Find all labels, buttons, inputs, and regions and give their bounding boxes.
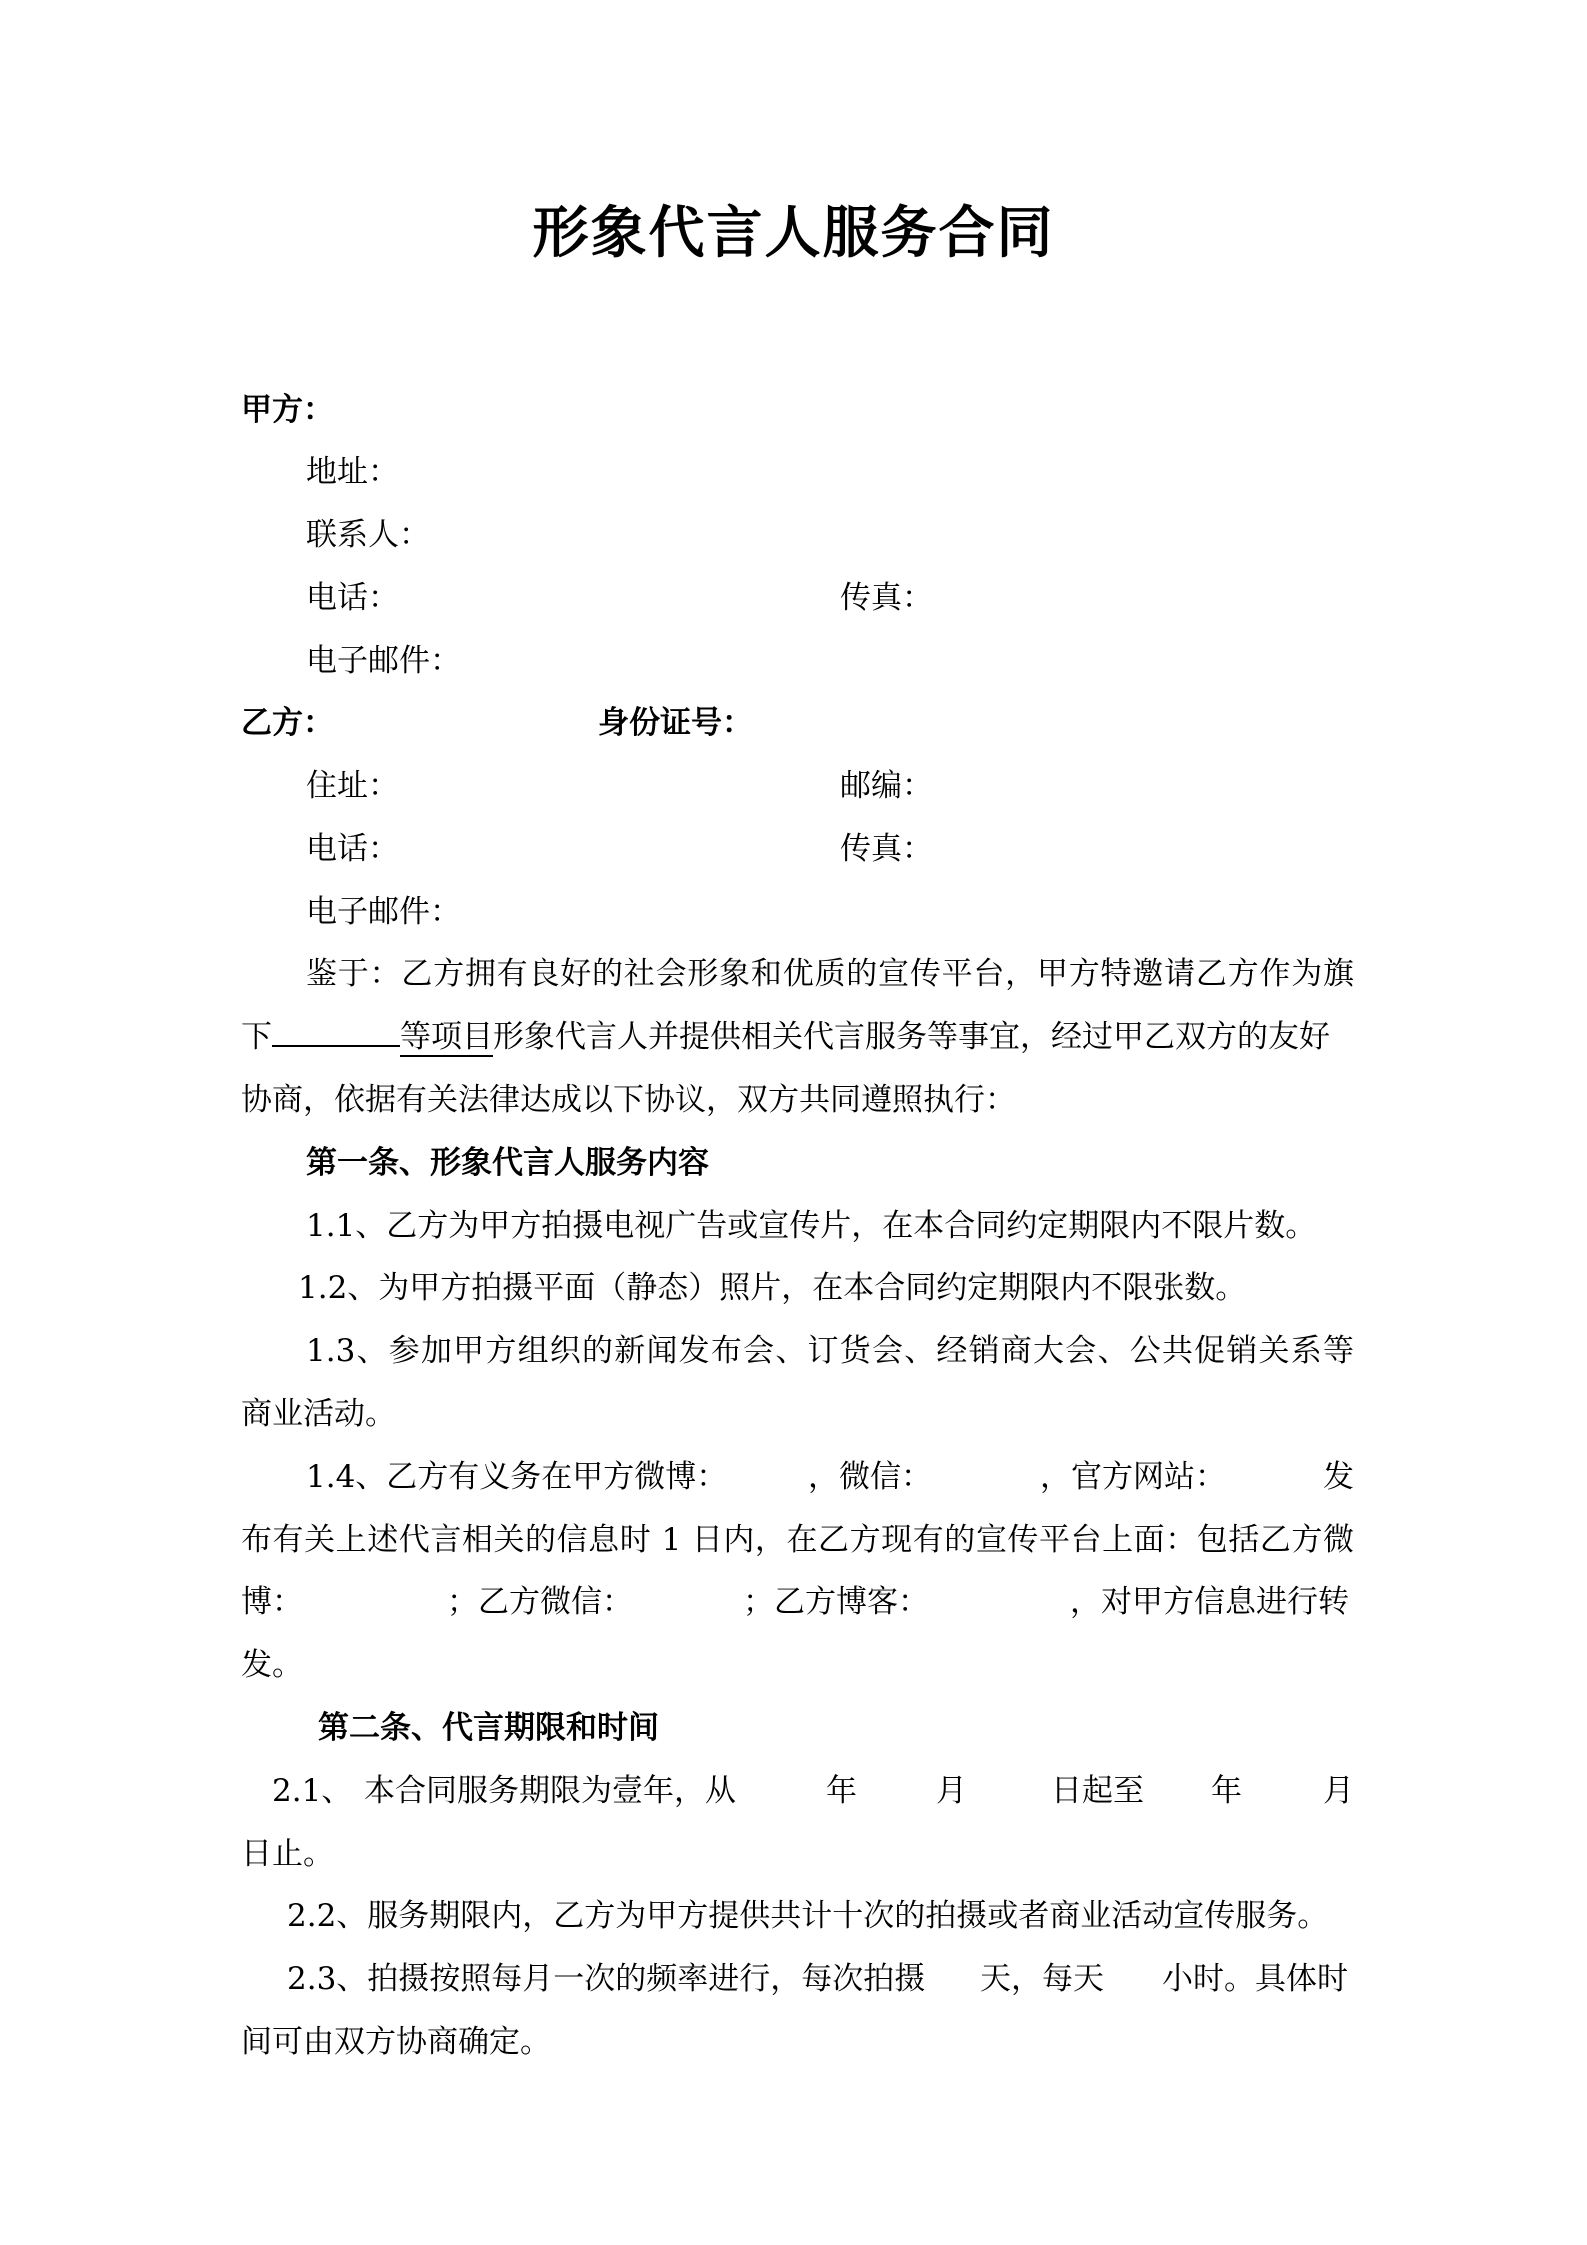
clause-2-1-year-2: 年: [1211, 1773, 1242, 1809]
clause-1-4-line-2: 布有关上述代言相关的信息时 1 日内，在乙方现有的宣传平台上面：包括乙方微: [241, 1522, 1354, 1558]
clause-2-2: 2.2、服务期限内，乙方为甲方提供共计十次的拍摄或者商业活动宣传服务。: [287, 1898, 1329, 1934]
party-b-fax: 传真：: [840, 831, 933, 867]
article-1-heading: 第一条、形象代言人服务内容: [306, 1145, 709, 1181]
clause-1-4-weibo-b: 博：: [241, 1584, 303, 1620]
clause-1-4-line-4: 发。: [241, 1647, 303, 1683]
party-b-label: 乙方：: [241, 705, 334, 741]
clause-2-1-number: 2.1、: [272, 1773, 353, 1809]
party-b-phone: 电话：: [306, 831, 399, 867]
preamble-line-2: [241, 1017, 1354, 1057]
preamble-line-1: 鉴于：乙方拥有良好的社会形象和优质的宣传平台，甲方特邀请乙方作为旗: [306, 956, 1354, 992]
clause-1-4-blog-b: ；乙方博客：: [743, 1584, 929, 1620]
clause-1-1: 1.1、乙方为甲方拍摄电视广告或宣传片，在本合同约定期限内不限片数。: [306, 1208, 1317, 1244]
party-b-email: 电子邮件：: [306, 894, 461, 930]
article-2-heading: 第二条、代言期限和时间: [318, 1710, 659, 1746]
party-a-phone: 电话：: [306, 580, 399, 616]
clause-2-1-month-2: 月: [1323, 1773, 1354, 1809]
clause-2-1-month-1: 月: [936, 1773, 967, 1809]
clause-1-3-line-1: 1.3、参加甲方组织的新闻发布会、订货会、经销商大会、公共促销关系等: [306, 1333, 1354, 1369]
clause-1-4-forward: ，对甲方信息进行转: [1070, 1584, 1349, 1620]
clause-1-4-website: ，官方网站：: [1040, 1459, 1226, 1495]
clause-1-3-line-2: 商业活动。: [241, 1396, 396, 1432]
clause-2-3-a: 2.3、拍摄按照每月一次的频率进行，每次拍摄: [287, 1961, 926, 1997]
clause-1-4-weibo: 1.4、乙方有义务在甲方微博：: [306, 1459, 728, 1495]
document-title: 形象代言人服务合同: [532, 200, 1055, 266]
clause-2-3-b: 天，每天: [980, 1961, 1104, 1997]
party-a-label: 甲方：: [241, 392, 334, 428]
party-a-address: 地址：: [306, 454, 399, 490]
party-a-fax: 传真：: [840, 580, 933, 616]
clause-1-4-publish: 发: [1323, 1459, 1354, 1495]
clause-2-3-c: 小时。具体时: [1162, 1961, 1348, 1997]
preamble-suffix: 形象代言人并提供相关代言服务等事宜，经过甲乙双方的友好: [493, 1019, 1330, 1055]
preamble-prefix: 下: [241, 1019, 272, 1055]
clause-2-1-line-2: 日止。: [241, 1836, 334, 1872]
project-name-blank: [272, 1017, 400, 1047]
clause-1-2: 1.2、为甲方拍摄平面（静态）照片，在本合同约定期限内不限张数。: [298, 1270, 1247, 1306]
clause-1-4-wechat-b: ；乙方微信：: [447, 1584, 633, 1620]
clause-2-1-from: 本合同服务期限为壹年，从: [364, 1773, 736, 1809]
clause-1-4-wechat: ，微信：: [808, 1459, 932, 1495]
preamble-line-3: 协商，依据有关法律达成以下协议，双方共同遵照执行：: [241, 1082, 1016, 1118]
clause-2-1-year-1: 年: [826, 1773, 857, 1809]
clause-2-1-day-to: 日起至: [1051, 1773, 1144, 1809]
preamble-project-label: 等项目: [400, 1019, 493, 1055]
party-b-id-number: 身份证号：: [598, 705, 753, 741]
clause-2-3-line-2: 间可由双方协商确定。: [241, 2024, 551, 2060]
party-a-email: 电子邮件：: [306, 643, 461, 679]
party-b-residence: 住址：: [306, 768, 399, 804]
party-b-postcode: 邮编：: [840, 768, 933, 804]
party-a-contact: 联系人：: [306, 517, 430, 553]
